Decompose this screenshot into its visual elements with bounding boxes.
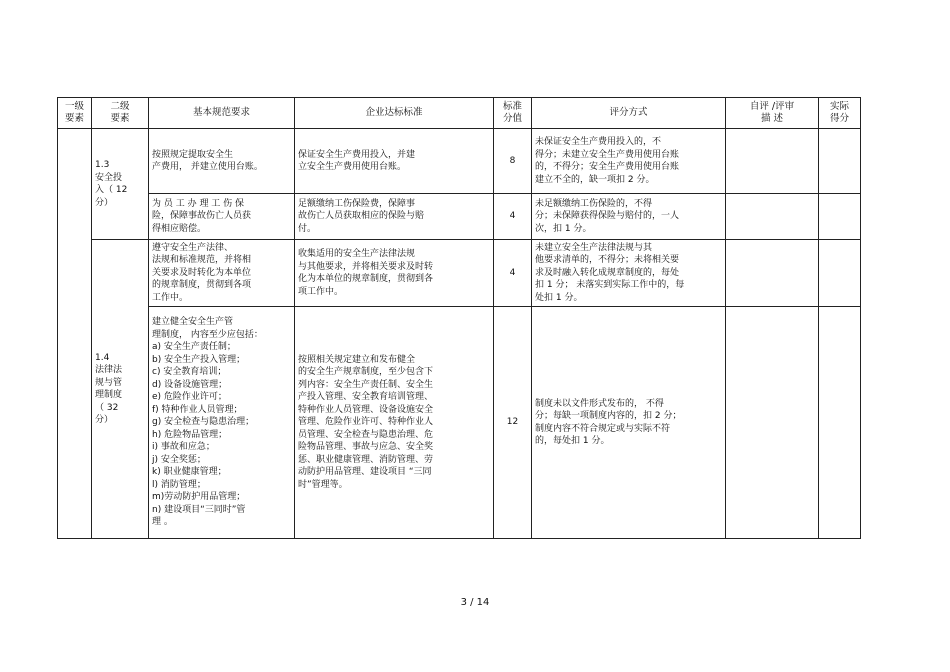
actual-score-cell (819, 194, 861, 240)
standards-table (57, 97, 861, 539)
table-row (58, 307, 861, 539)
scoring-method-cell: 未建立安全生产法律法规与其 他要求清单的，不得分；未将相关要 求及时融入转化成规章制度的，每处 扣 1 分； 未落实到实际工作中的，每 处扣 1 分。 (532, 240, 726, 307)
header-basic-requirements: 基本规范要求 (149, 98, 295, 129)
actual-score-cell (819, 240, 861, 307)
enterprise-standard-cell: 按照相关规定建立和发布健全 的安全生产规章制度，至少包含下 列内容：安全生产责任制、安全生 产投入管理、安全教育培训管理、 特种作业人员管理、设备设施安全 管理、危险作业许可、特种作业人 员管理、安全检查与隐患治理、危 险物品管理、事故与应急、安全奖 惩、职业健康管理、消防管理、劳 动防护用品管理、建设项目 “三同 时”管理等。 (295, 307, 494, 539)
header-actual-score: 实际 得分 (819, 98, 861, 129)
enterprise-standard-cell: 保证安全生产费用投入，并建 立安全生产费用使用台账。 (295, 129, 494, 194)
header-scoring-method: 评分方式 (532, 98, 726, 129)
scoring-method-cell: 制度未以文件形式发布的， 不得 分；每缺一项制度内容的，扣 2 分； 制度内容不符合规定或与实际不符 的，每处扣 1 分。 (532, 307, 726, 539)
header-level2: 二级 要素 (92, 98, 149, 129)
score-cell: 8 (494, 129, 532, 194)
self-review-cell (726, 307, 819, 539)
score-cell: 4 (494, 194, 532, 240)
table-row (58, 194, 861, 240)
header-level1: 一级 要素 (58, 98, 92, 129)
enterprise-standard-cell: 足额缴纳工伤保险费，保障事 故伤亡人员获取相应的保险与赔 付。 (295, 194, 494, 240)
scoring-method-cell: 未保证安全生产费用投入的，不 得分；未建立安全生产费用使用台账 的，不得分；安全生产费用使用台账 建立不全的，缺一项扣 2 分。 (532, 129, 726, 194)
level1-cell (58, 129, 92, 539)
scoring-method-cell: 未足额缴纳工伤保险的，不得 分；未保障获得保险与赔付的，一人 次，扣 1 分。 (532, 194, 726, 240)
actual-score-cell (819, 307, 861, 539)
table-row (58, 129, 861, 194)
level2-cell: 1.4 法律法 规与管 理制度 （ 32 分） (92, 240, 149, 539)
page-number: 3 / 14 (460, 597, 490, 608)
self-review-cell (726, 194, 819, 240)
score-cell: 12 (494, 307, 532, 539)
basic-requirement-cell: 为 员 工 办 理 工 伤 保 险，保障事故伤亡人员获 得相应赔偿。 (149, 194, 295, 240)
self-review-cell (726, 129, 819, 194)
table-row (58, 240, 861, 307)
basic-requirement-cell: 建立健全安全生产管 理制度， 内容至少应包括： a) 安全生产责任制； b) 安全生产投入管理； c) 安全教育培训； d) 设备设施管理； e) 危险作业许可； f) 特种作业人员管理； g) 安全检查与隐患治理； h) 危险物品管理； i) 事故和应急； j) 安全奖惩； k) 职业健康管理； l) 消防管理； m)劳动防护用品管理； n) 建设项目“三同时”管 理 。 (149, 307, 295, 539)
header-enterprise-standard: 企业达标标准 (295, 98, 494, 129)
basic-requirement-cell: 按照规定提取安全生 产费用， 并建立使用台账。 (149, 129, 295, 194)
basic-requirement-cell: 遵守安全生产法律、 法规和标准规范，并将相 关要求及时转化为本单位 的规章制度，贯彻到各项 工作中。 (149, 240, 295, 307)
enterprise-standard-cell: 收集适用的安全生产法律法规 与其他要求，并将相关要求及时转 化为本单位的规章制度，贯彻到各 项工作中。 (295, 240, 494, 307)
header-self-review: 自评 /评审 描 述 (726, 98, 819, 129)
actual-score-cell (819, 129, 861, 194)
header-row (58, 98, 861, 129)
score-cell: 4 (494, 240, 532, 307)
level2-cell: 1.3 安全投 入（ 12 分） (92, 129, 149, 240)
header-standard-score: 标准 分值 (494, 98, 532, 129)
self-review-cell (726, 240, 819, 307)
